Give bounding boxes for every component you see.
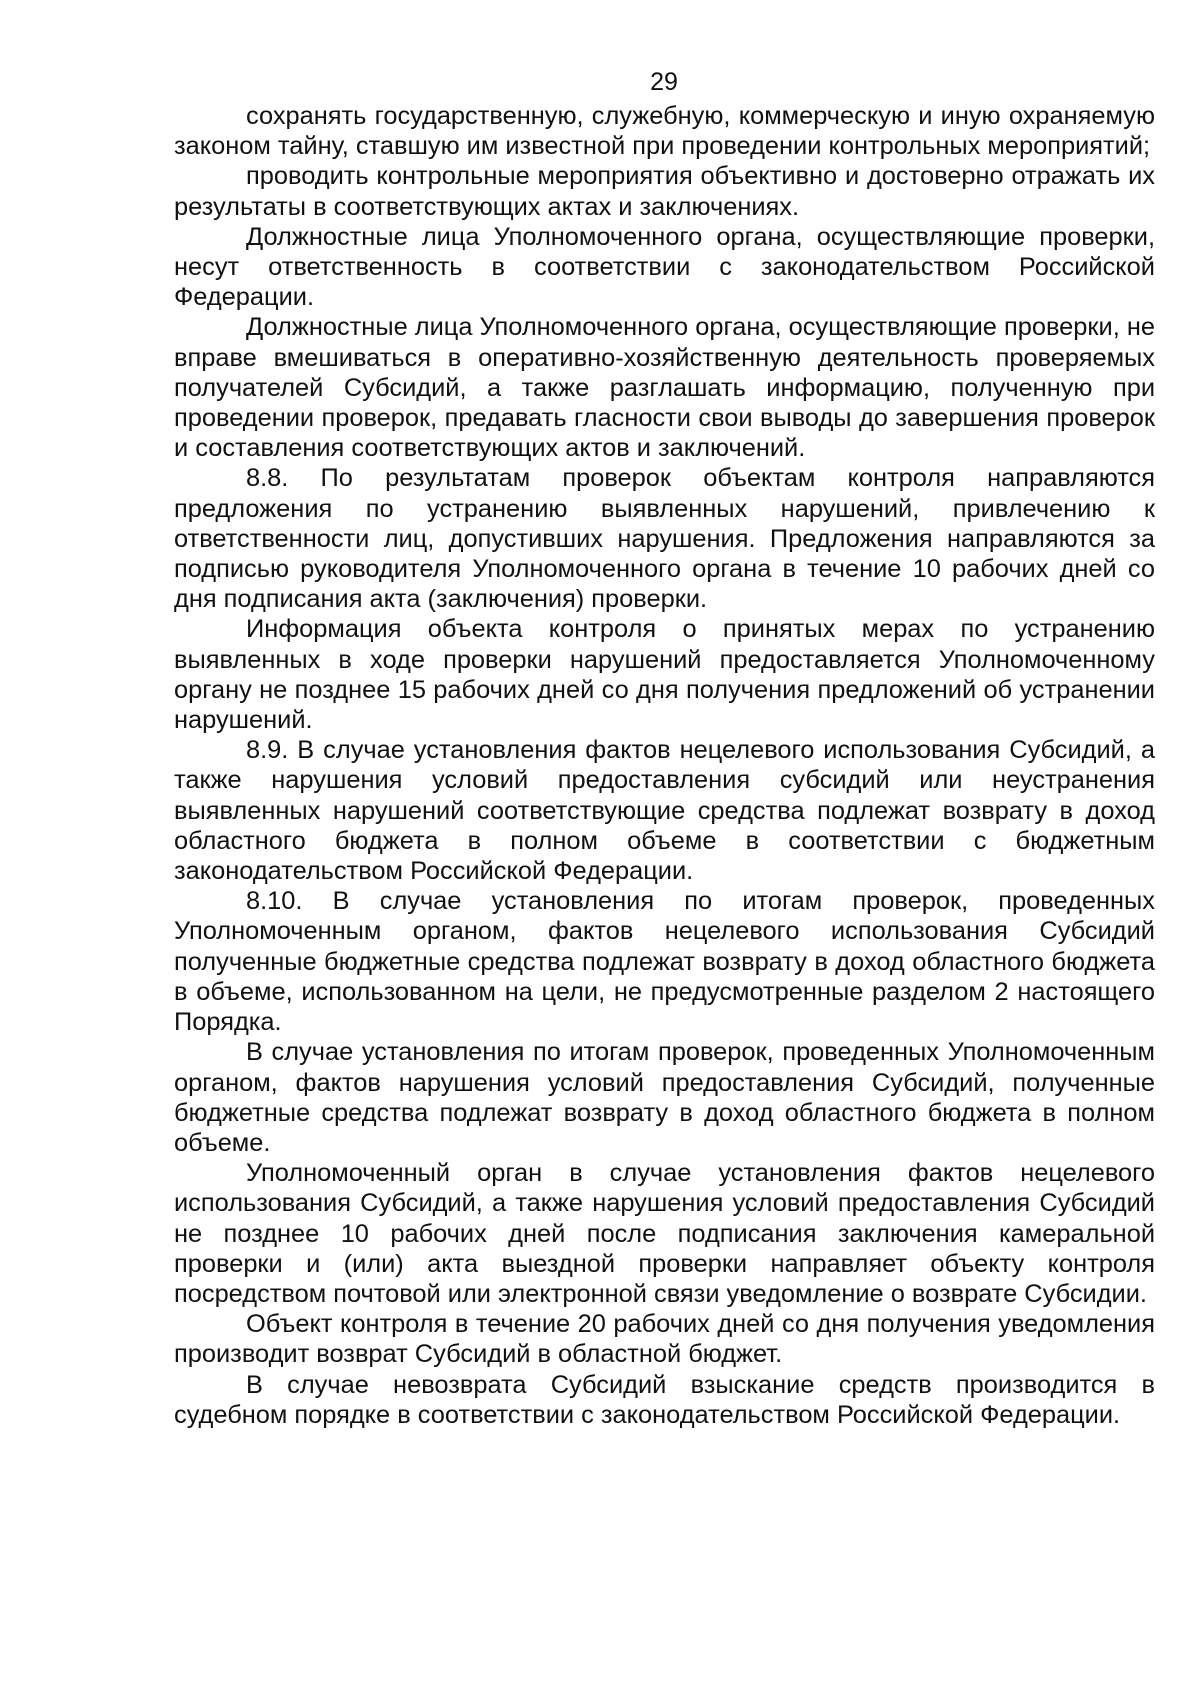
paragraph: Информация объекта контроля о принятых мерах по устранению выявленных в ходе проверки нарушений предоставляется Уполномоченному органу не позднее 15 рабочих дней со дня получения предложений об устранении нарушений. xyxy=(174,615,1155,735)
paragraph: Уполномоченный орган в случае установления фактов нецелевого использования Субсидий, а также нарушения условий предоставления Субсидий не позднее 10 рабочих дней после подписания заключения камеральной проверки и (или) акта выездной проверки направляет объекту контроля посредством почтовой или электронной связи уведомление о возврате Субсидии. xyxy=(174,1159,1155,1308)
paragraph: проводить контрольные мероприятия объективно и достоверно отражать их результаты в соответствующих актах и заключениях. xyxy=(174,162,1155,221)
document-body xyxy=(174,101,1155,1430)
page-number: 29 xyxy=(650,68,678,96)
paragraph: сохранять государственную, служебную, коммерческую и иную охраняемую законом тайну, ставшую им известной при проведении контрольных мероприятий; xyxy=(174,102,1155,161)
paragraph: 8.10. В случае установления по итогам проверок, проведенных Уполномоченным органом, фактов нецелевого использования Субсидий полученные бюджетные средства подлежат возврату в доход областного бюджета в объеме, использованном на цели, не предусмотренные разделом 2 настоящего Порядка. xyxy=(174,887,1155,1037)
paragraph: В случае невозврата Субсидий взыскание средств производится в судебном порядке в соответствии с законодательством Российской Федерации. xyxy=(174,1370,1155,1429)
paragraph: Должностные лица Уполномоченного органа, осуществляющие проверки, не вправе вмешиваться в оперативно-хозяйственную деятельность проверяемых получателей Субсидий, а также разглашать информацию, полученную при проведении проверок, предавать гласности свои выводы до завершения проверок и составления соответствующих актов и заключений. xyxy=(174,313,1155,463)
paragraph: Должностные лица Уполномоченного органа, осуществляющие проверки, несут ответственность в соответствии с законодательством Российской Федерации. xyxy=(174,222,1155,312)
paragraph: В случае установления по итогам проверок, проведенных Уполномоченным органом, фактов нарушения условий предоставления Субсидий, полученные бюджетные средства подлежат возврату в доход областного бюджета в полном объеме. xyxy=(174,1038,1155,1157)
paragraph: Объект контроля в течение 20 рабочих дней со дня получения уведомления производит возврат Субсидий в областной бюджет. xyxy=(174,1310,1155,1369)
paragraph: 8.8. По результатам проверок объектам контроля направляются предложения по устранению выявленных нарушений, привлечению к ответственности лиц, допустивших нарушения. Предложения направляются за подписью руководителя Уполномоченного органа в течение 10 рабочих дней со дня подписания акта (заключения) проверки. xyxy=(174,464,1155,614)
paragraph: 8.9. В случае установления фактов нецелевого использования Субсидий, а также нарушения условий предоставления субсидий или неустранения выявленных нарушений соответствующие средства подлежат возврату в доход областного бюджета в полном объеме в соответствии с бюджетным законодательством Российской Федерации. xyxy=(174,736,1155,886)
